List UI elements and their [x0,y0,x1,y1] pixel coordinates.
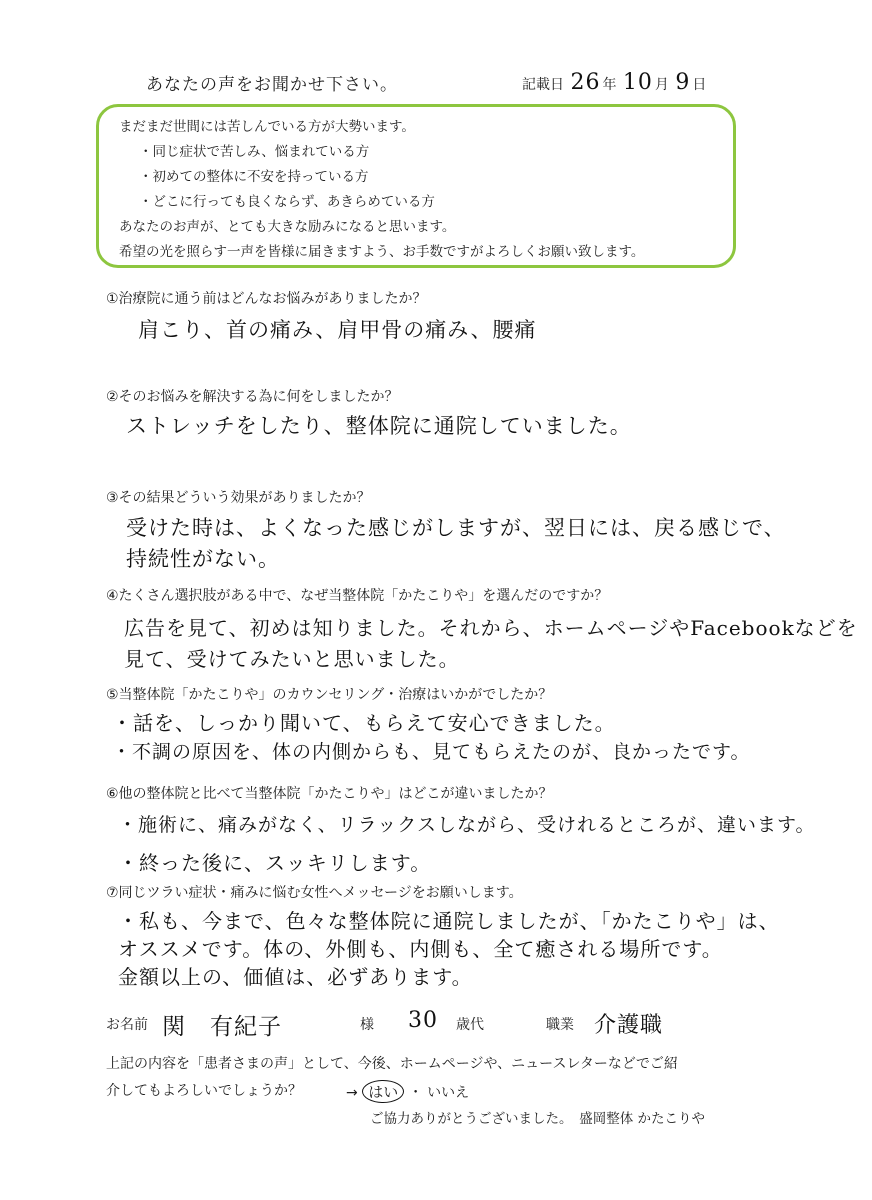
answer-5-line-2: ・不調の原因を、体の内側からも、見てもらえたのが、良かったです。 [112,741,751,763]
intro-line: 希望の光を照らす一声を皆様に届きますよう、お手数ですがよろしくお願い致します。 [119,244,645,260]
arrow-icon: → [346,1085,358,1101]
answer-5-line-1: ・話を、しっかり聞いて、もらえて安心できました。 [112,711,616,735]
answer-7-line-3: 金額以上の、価値は、必ずあります。 [118,965,473,989]
question-4: ④たくさん選択肢がある中で、なぜ当整体院「かたこりや」を選んだのですか？ [106,588,609,604]
consent-options [346,1080,469,1103]
age-label: 歳代 [456,1017,484,1033]
question-5: ⑤当整体院「かたこりや」のカウンセリング・治療はいかがでしたか？ [106,687,553,703]
age-value: 30 [408,1008,438,1033]
question-2: ②そのお悩みを解決する為に何をしましたか？ [106,389,399,405]
answer-4-line-2: 見て、受けてみたいと思いました。 [124,647,460,671]
question-7: ⑦同じツラい症状・痛みに悩む女性へメッセージをお願いします。 [106,885,523,901]
name-label: お名前 [106,1017,148,1033]
question-3: ③その結果どういう効果がありましたか？ [106,490,371,506]
answer-4-line-1: 広告を見て、初めは知りました。それから、ホームページやFacebookなどを [124,616,858,640]
intro-bullet: ・どこに行っても良くならず、あきらめている方 [139,194,435,210]
date-day-unit: 日 [692,77,707,93]
date-field [522,70,706,95]
name-value: 関 有紀子 [162,1014,282,1040]
honorific-label: 様 [360,1017,374,1033]
answer-7-line-1: ・私も、今まで、色々な整体院に通院しましたが、「かたこりや」は、 [118,909,780,933]
answer-3-line-1: 受けた時は、よくなった感じがしますが、翌日には、戻る感じで、 [126,516,786,540]
intro-box [96,104,736,268]
respondent-row [106,1008,746,1040]
question-1: ①治療院に通う前はどんなお悩みがありましたか？ [106,291,427,307]
consent-question-line-1: 上記の内容を「患者さまの声」として、今後、ホームページや、ニュースレターなどでご紹 [106,1056,678,1072]
intro-bullet: ・同じ症状で苦しみ、悩まれている方 [139,144,370,160]
answer-7-line-2: オススメです。体の、外側も、内側も、全て癒される場所です。 [118,937,723,961]
job-value: 介護職 [594,1013,664,1038]
thanks-message: ご協力ありがとうございました。 盛岡整体 かたこりや [370,1111,706,1127]
date-month-unit: 月 [654,77,669,93]
date-month: 10 [622,70,653,95]
answer-2-line-1: ストレッチをしたり、整体院に通院していました。 [126,414,632,438]
intro-bullet: ・初めての整体に不安を持っている方 [139,169,369,185]
answer-3-line-2: 持続性がない。 [126,547,280,571]
date-year-unit: 年 [602,77,617,93]
intro-line: まだまだ世間には苦しんでいる方が大勢います。 [119,119,415,135]
consent-yes-option[interactable]: はい [362,1080,404,1103]
answer-6-line-1: ・施術に、痛みがなく、リラックスしながら、受けれるところが、違います。 [118,814,816,836]
job-label: 職業 [546,1017,574,1033]
date-year: 26 [570,70,601,95]
consent-no-option[interactable]: いいえ [427,1085,470,1101]
question-6: ⑥他の整体院と比べて当整体院「かたこりや」はどこが違いましたか？ [106,786,553,802]
consent-question-line-2: 介してもよろしいでしょうか？ [106,1083,302,1099]
option-separator: ・ [408,1085,423,1101]
answer-6-line-2: ・終った後に、スッキリします。 [118,851,432,875]
answer-1-line-1: 肩こり、首の痛み、肩甲骨の痛み、腰痛 [138,318,537,342]
intro-line: あなたのお声が、とても大きな励みになると思います。 [119,219,456,235]
form-title: あなたの声をお聞かせ下さい。 [146,75,398,95]
date-day: 9 [675,70,691,95]
date-label: 記載日 [522,77,564,93]
